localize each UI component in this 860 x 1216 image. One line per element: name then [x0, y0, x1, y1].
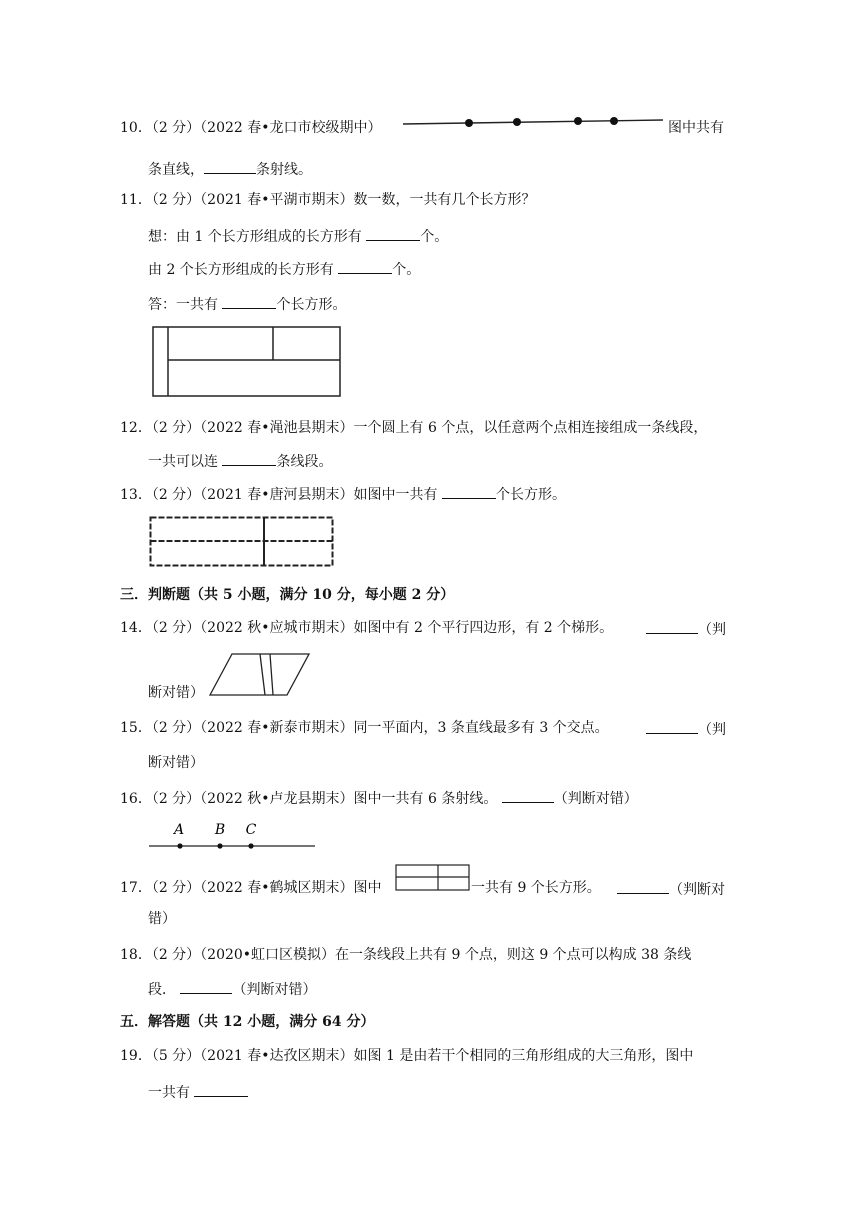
q12-line2-end: 条线段。 [276, 454, 333, 470]
q11-think-a-end: 个。 [420, 229, 449, 245]
answer-blank[interactable] [366, 225, 420, 241]
q11-answer [148, 293, 346, 315]
answer-blank[interactable] [194, 1081, 248, 1097]
q18-line2-text: 段． [148, 982, 176, 998]
q11-answer-end: 个长方形。 [276, 297, 347, 313]
section-5-heading: 五．解答题（共 12 小题，满分 64 分） [120, 1014, 375, 1030]
q14-line1 [120, 618, 613, 638]
q17-prefix: 17．（2 分）（2022 春•鹤城区期末）图中 [120, 880, 382, 896]
q11-think-b-text: 由 2 个长方形组成的长方形有 [148, 262, 334, 278]
q10-line2-text: 条直线， [148, 162, 204, 178]
q15-line1 [120, 718, 609, 738]
answer-blank[interactable] [442, 483, 496, 499]
q15-text: 15．（2 分）（2022 春•新泰市期末）同一平面内，3 条直线最多有 3 个交点。 [120, 720, 609, 736]
q13-text: 13．（2 分）（2021 春•唐河县期末）如图中一共有 [120, 487, 438, 503]
q13-line1 [120, 483, 566, 505]
q10-line2 [148, 158, 312, 180]
q17-rectangle-figure [395, 864, 471, 892]
point-label-c: C [245, 822, 257, 838]
point-label-a: A [173, 822, 185, 838]
q10-suffix-line [668, 118, 724, 138]
q15-text-end: （判 [698, 722, 726, 738]
q10-prefix: 10．（2 分）（2022 春•龙口市校级期中） [120, 120, 382, 136]
answer-blank[interactable] [646, 618, 698, 634]
q14-end [646, 618, 726, 640]
q14-text: 14．（2 分）（2022 秋•应城市期末）如图中有 2 个平行四边形，有 2 个梯形。 [120, 620, 614, 636]
q12-line2 [148, 450, 332, 472]
point-label-b: B [214, 822, 226, 838]
q10-line2-end: 条射线。 [256, 162, 312, 178]
answer-blank[interactable] [502, 787, 554, 803]
q19-line2-text: 一共有 [148, 1085, 190, 1101]
answer-blank[interactable] [222, 450, 276, 466]
q18-line1: 18．（2 分）（2020•虹口区模拟）在一条线段上共有 9 个点，则这 9 个点可以构成 38 条线 [120, 947, 692, 963]
q11-think-b-end: 个。 [392, 262, 421, 278]
answer-blank[interactable] [617, 878, 669, 894]
q15-end [646, 718, 726, 740]
q17-line1 [120, 878, 382, 898]
q17-end [617, 878, 725, 900]
answer-blank[interactable] [180, 978, 232, 994]
q11-rectangle-figure [152, 326, 342, 398]
answer-blank[interactable] [222, 293, 276, 309]
answer-blank[interactable] [204, 158, 256, 174]
q19-line2 [148, 1081, 248, 1103]
q18-line2-end: （判断对错） [232, 982, 317, 998]
q13-rectangle-figure [149, 516, 335, 568]
q11-answer-text: 答：一共有 [148, 297, 218, 313]
q11-think-b [148, 258, 420, 280]
q17-line2: 错） [148, 911, 176, 927]
q14-line2: 断对错） [148, 685, 204, 701]
q10-line1 [120, 118, 382, 138]
q12-line1: 12．（2 分）（2022 春•渑池县期末）一个圆上有 6 个点，以任意两个点相连接组成一条线段， [120, 420, 708, 436]
q17-suffix: 一共有 9 个长方形。 [471, 880, 601, 896]
answer-blank[interactable] [338, 258, 392, 274]
q10-suffix: 图中共有 [668, 120, 724, 136]
q15-line2: 断对错） [148, 755, 204, 771]
answer-blank[interactable] [646, 718, 698, 734]
q11-think-a [148, 225, 448, 247]
q16-text-end: （判断对错） [553, 791, 638, 807]
q11-think-a-text: 想：由 1 个长方形组成的长方形有 [148, 229, 362, 245]
q17-text-end: （判断对 [669, 882, 725, 898]
q18-line2 [148, 978, 316, 1000]
q19-line1: 19．（5 分）（2021 春•达孜区期末）如图 1 是由若干个相同的三角形组成的大三角形，图中 [120, 1048, 694, 1064]
q12-line2-text: 一共可以连 [148, 454, 218, 470]
q16-ray-figure [149, 820, 317, 854]
q16-line1 [120, 787, 638, 809]
q14-parallelogram-figure [209, 652, 311, 697]
q17-suffix-line [471, 878, 601, 898]
q14-text-end: （判 [698, 622, 726, 638]
q13-text-end: 个长方形。 [495, 487, 566, 503]
q11-title: 11．（2 分）（2021 春•平湖市期末）数一数，一共有几个长方形？ [120, 192, 536, 208]
q16-text: 16．（2 分）（2022 秋•卢龙县期末）图中一共有 6 条射线。 [120, 791, 498, 807]
section-3-heading: 三．判断题（共 5 小题，满分 10 分，每小题 2 分） [120, 587, 455, 603]
q10-line-figure [403, 114, 665, 130]
